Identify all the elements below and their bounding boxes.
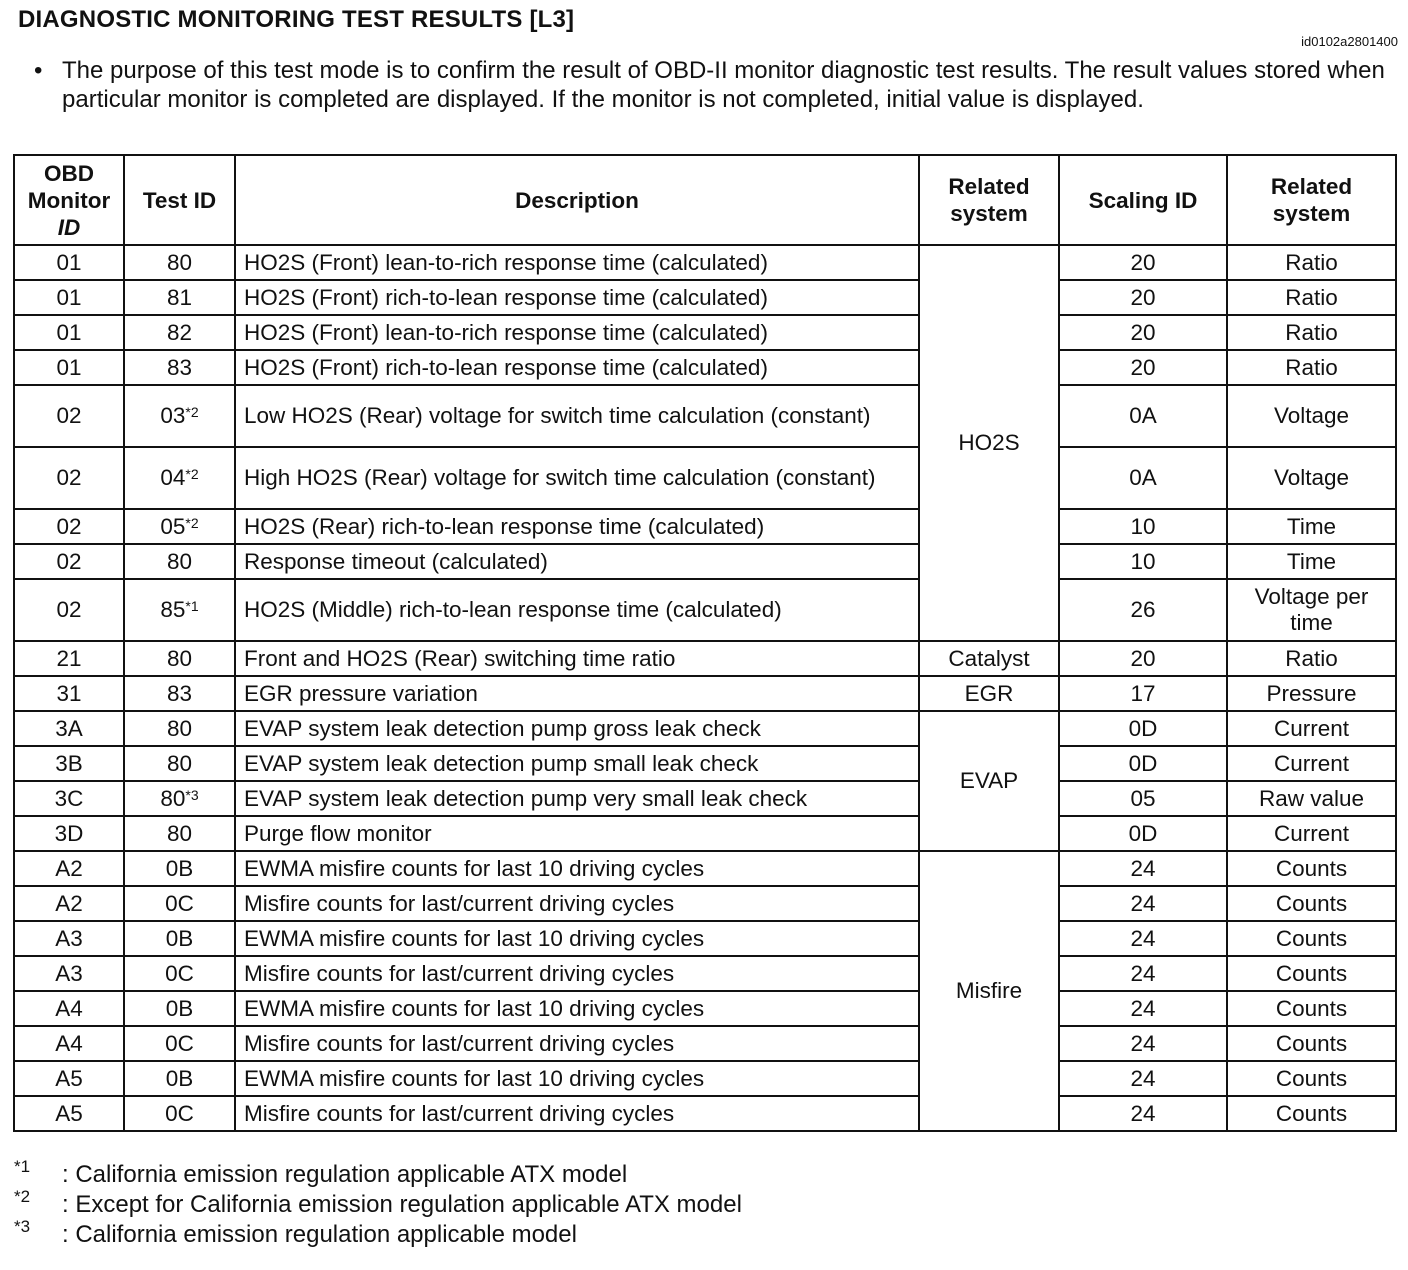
obd-monitor-id-cell: 31 bbox=[14, 676, 124, 711]
obd-monitor-id-cell: 02 bbox=[14, 447, 124, 509]
obd-monitor-id-cell: 3B bbox=[14, 746, 124, 781]
test-id-cell bbox=[124, 886, 235, 921]
obd-monitor-id-cell: 21 bbox=[14, 641, 124, 676]
unit-cell: Ratio bbox=[1227, 280, 1396, 315]
unit-cell: Counts bbox=[1227, 956, 1396, 991]
unit-cell: Ratio bbox=[1227, 641, 1396, 676]
document-id: id0102a2801400 bbox=[1301, 34, 1398, 49]
obd-monitor-id-cell: 02 bbox=[14, 385, 124, 447]
table-row bbox=[14, 579, 1396, 641]
unit-cell: Raw value bbox=[1227, 781, 1396, 816]
test-id-cell bbox=[124, 350, 235, 385]
related-system-cell: Catalyst bbox=[919, 641, 1059, 676]
related-system-cell: Misfire bbox=[919, 851, 1059, 1131]
description-cell: Front and HO2S (Rear) switching time ratio bbox=[235, 641, 919, 676]
test-results-table bbox=[13, 154, 1397, 1132]
test-id-value: 83 bbox=[166, 680, 193, 706]
test-id-value: 83 bbox=[166, 354, 193, 380]
table-row bbox=[14, 509, 1396, 544]
test-id-cell bbox=[124, 676, 235, 711]
scaling-id-cell: 24 bbox=[1059, 886, 1227, 921]
scaling-id-cell: 20 bbox=[1059, 280, 1227, 315]
scaling-id-cell: 24 bbox=[1059, 1026, 1227, 1061]
table-row bbox=[14, 447, 1396, 509]
page-title: DIAGNOSTIC MONITORING TEST RESULTS [L3] bbox=[18, 6, 575, 33]
scaling-id-cell: 24 bbox=[1059, 1061, 1227, 1096]
test-id-cell bbox=[124, 851, 235, 886]
test-id-value: 80 bbox=[166, 548, 193, 574]
obd-monitor-id-cell: A5 bbox=[14, 1096, 124, 1131]
scaling-id-cell: 24 bbox=[1059, 851, 1227, 886]
footnote-ref: *2 bbox=[185, 466, 199, 482]
test-id-cell bbox=[124, 711, 235, 746]
test-id-value: 05 bbox=[160, 513, 186, 539]
footnote-ref: *1 bbox=[185, 598, 199, 614]
table-row bbox=[14, 921, 1396, 956]
obd-monitor-id-cell: A3 bbox=[14, 956, 124, 991]
test-id-cell bbox=[124, 509, 235, 544]
table-row bbox=[14, 851, 1396, 886]
obd-monitor-id-cell: 02 bbox=[14, 509, 124, 544]
header-scaling-id: Scaling ID bbox=[1059, 155, 1227, 245]
related-system-cell: EVAP bbox=[919, 711, 1059, 851]
scaling-id-cell: 10 bbox=[1059, 509, 1227, 544]
test-id-cell bbox=[124, 447, 235, 509]
description-cell: HO2S (Front) lean-to-rich response time (calculated) bbox=[235, 315, 919, 350]
test-id-value: 80 bbox=[160, 785, 186, 811]
table-body bbox=[14, 245, 1396, 1131]
table-row bbox=[14, 991, 1396, 1026]
obd-monitor-id-cell: A3 bbox=[14, 921, 124, 956]
footnote bbox=[14, 1157, 742, 1190]
description-cell: EWMA misfire counts for last 10 driving cycles bbox=[235, 921, 919, 956]
header-related-system: Related system bbox=[919, 155, 1059, 245]
scaling-id-cell: 20 bbox=[1059, 350, 1227, 385]
test-id-cell bbox=[124, 315, 235, 350]
test-id-value: 0B bbox=[165, 925, 194, 951]
unit-cell: Counts bbox=[1227, 921, 1396, 956]
description-cell: EWMA misfire counts for last 10 driving cycles bbox=[235, 851, 919, 886]
unit-cell: Ratio bbox=[1227, 315, 1396, 350]
test-id-cell bbox=[124, 816, 235, 851]
scaling-id-cell: 0D bbox=[1059, 711, 1227, 746]
table-row bbox=[14, 1026, 1396, 1061]
scaling-id-cell: 10 bbox=[1059, 544, 1227, 579]
test-id-value: 80 bbox=[166, 249, 193, 275]
description-cell: HO2S (Front) rich-to-lean response time (calculated) bbox=[235, 350, 919, 385]
description-cell: EWMA misfire counts for last 10 driving cycles bbox=[235, 991, 919, 1026]
description-cell: High HO2S (Rear) voltage for switch time calculation (constant) bbox=[235, 447, 919, 509]
scaling-id-cell: 17 bbox=[1059, 676, 1227, 711]
description-cell: HO2S (Front) rich-to-lean response time (calculated) bbox=[235, 280, 919, 315]
scaling-id-cell: 0D bbox=[1059, 816, 1227, 851]
test-id-cell bbox=[124, 385, 235, 447]
test-id-value: 0B bbox=[165, 995, 194, 1021]
unit-cell: Counts bbox=[1227, 886, 1396, 921]
table-row bbox=[14, 781, 1396, 816]
scaling-id-cell: 24 bbox=[1059, 1096, 1227, 1131]
scaling-id-cell: 0D bbox=[1059, 746, 1227, 781]
unit-cell: Voltage bbox=[1227, 447, 1396, 509]
obd-monitor-id-cell: 01 bbox=[14, 280, 124, 315]
table-row bbox=[14, 1061, 1396, 1096]
test-id-value: 82 bbox=[166, 319, 193, 345]
table-row bbox=[14, 676, 1396, 711]
unit-cell: Counts bbox=[1227, 851, 1396, 886]
obd-monitor-id-cell: 01 bbox=[14, 245, 124, 280]
table-row bbox=[14, 245, 1396, 280]
footnote bbox=[14, 1217, 742, 1250]
intro-paragraph bbox=[34, 56, 1394, 114]
obd-monitor-id-cell: A2 bbox=[14, 886, 124, 921]
test-id-value: 0C bbox=[165, 1100, 194, 1126]
description-cell: EVAP system leak detection pump very small leak check bbox=[235, 781, 919, 816]
description-cell: Misfire counts for last/current driving cycles bbox=[235, 956, 919, 991]
description-cell: HO2S (Front) lean-to-rich response time (calculated) bbox=[235, 245, 919, 280]
footnote-mark: *2 bbox=[14, 1187, 31, 1206]
table-row bbox=[14, 315, 1396, 350]
footnote-mark: *1 bbox=[14, 1157, 31, 1176]
description-cell: Purge flow monitor bbox=[235, 816, 919, 851]
description-cell: EWMA misfire counts for last 10 driving cycles bbox=[235, 1061, 919, 1096]
unit-cell: Voltage bbox=[1227, 385, 1396, 447]
unit-cell: Counts bbox=[1227, 1096, 1396, 1131]
test-id-value: 80 bbox=[166, 750, 193, 776]
test-id-value: 04 bbox=[160, 465, 186, 490]
scaling-id-cell: 0A bbox=[1059, 385, 1227, 447]
obd-monitor-id-cell: 01 bbox=[14, 315, 124, 350]
header-obd-monitor-id: OBD Monitor ID bbox=[14, 155, 124, 245]
scaling-id-cell: 20 bbox=[1059, 641, 1227, 676]
test-id-value: 03 bbox=[160, 403, 186, 428]
header-test-id: Test ID bbox=[124, 155, 235, 245]
unit-cell: Counts bbox=[1227, 1061, 1396, 1096]
scaling-id-cell: 26 bbox=[1059, 579, 1227, 641]
table-row bbox=[14, 280, 1396, 315]
scaling-id-cell: 24 bbox=[1059, 991, 1227, 1026]
test-id-cell bbox=[124, 1096, 235, 1131]
test-id-cell bbox=[124, 641, 235, 676]
description-cell: Low HO2S (Rear) voltage for switch time calculation (constant) bbox=[235, 385, 919, 447]
unit-cell: Voltage per time bbox=[1227, 579, 1396, 641]
description-cell: HO2S (Middle) rich-to-lean response time (calculated) bbox=[235, 579, 919, 641]
table-row bbox=[14, 816, 1396, 851]
table-row bbox=[14, 385, 1396, 447]
unit-cell: Counts bbox=[1227, 1026, 1396, 1061]
test-id-value: 0C bbox=[165, 960, 194, 986]
footnote-text: : Except for California emission regulation applicable ATX model bbox=[62, 1191, 742, 1218]
scaling-id-cell: 24 bbox=[1059, 956, 1227, 991]
scaling-id-cell: 20 bbox=[1059, 245, 1227, 280]
table-row bbox=[14, 641, 1396, 676]
obd-monitor-id-cell: 3D bbox=[14, 816, 124, 851]
obd-monitor-id-cell: 02 bbox=[14, 544, 124, 579]
unit-cell: Ratio bbox=[1227, 245, 1396, 280]
test-id-value: 0B bbox=[165, 1065, 194, 1091]
scaling-id-cell: 24 bbox=[1059, 921, 1227, 956]
test-id-value: 85 bbox=[160, 597, 186, 622]
footnote-ref: *2 bbox=[185, 514, 199, 531]
scaling-id-cell: 20 bbox=[1059, 315, 1227, 350]
unit-cell: Ratio bbox=[1227, 350, 1396, 385]
test-id-cell bbox=[124, 921, 235, 956]
unit-cell: Current bbox=[1227, 711, 1396, 746]
table-row bbox=[14, 746, 1396, 781]
description-cell: Misfire counts for last/current driving cycles bbox=[235, 886, 919, 921]
unit-cell: Time bbox=[1227, 544, 1396, 579]
table-row bbox=[14, 1096, 1396, 1131]
footnotes bbox=[14, 1157, 742, 1250]
obd-monitor-id-cell: A5 bbox=[14, 1061, 124, 1096]
test-id-cell bbox=[124, 579, 235, 641]
test-id-cell bbox=[124, 280, 235, 315]
test-id-cell bbox=[124, 1061, 235, 1096]
description-cell: Response timeout (calculated) bbox=[235, 544, 919, 579]
unit-cell: Current bbox=[1227, 816, 1396, 851]
table-row bbox=[14, 350, 1396, 385]
unit-cell: Time bbox=[1227, 509, 1396, 544]
test-id-cell bbox=[124, 245, 235, 280]
test-id-cell bbox=[124, 1026, 235, 1061]
header-description: Description bbox=[235, 155, 919, 245]
obd-monitor-id-cell: A2 bbox=[14, 851, 124, 886]
related-system-cell: EGR bbox=[919, 676, 1059, 711]
table-row bbox=[14, 711, 1396, 746]
description-cell: Misfire counts for last/current driving cycles bbox=[235, 1096, 919, 1131]
test-id-value: 0C bbox=[165, 890, 194, 916]
bullet-icon: • bbox=[34, 57, 43, 84]
test-id-value: 80 bbox=[166, 715, 193, 741]
footnote-text: : California emission regulation applicable ATX model bbox=[62, 1161, 628, 1188]
description-cell: HO2S (Rear) rich-to-lean response time (calculated) bbox=[235, 509, 919, 544]
test-id-cell bbox=[124, 956, 235, 991]
test-id-cell bbox=[124, 746, 235, 781]
table-header-row bbox=[14, 155, 1396, 245]
header-unit-system: Related system bbox=[1227, 155, 1396, 245]
obd-monitor-id-cell: 01 bbox=[14, 350, 124, 385]
description-cell: EVAP system leak detection pump small leak check bbox=[235, 746, 919, 781]
test-id-cell bbox=[124, 544, 235, 579]
test-id-cell bbox=[124, 991, 235, 1026]
test-id-value: 80 bbox=[166, 645, 193, 671]
footnote-text: : California emission regulation applicable model bbox=[62, 1221, 577, 1248]
scaling-id-cell: 05 bbox=[1059, 781, 1227, 816]
test-id-value: 80 bbox=[166, 820, 193, 846]
unit-cell: Pressure bbox=[1227, 676, 1396, 711]
table-row bbox=[14, 886, 1396, 921]
unit-cell: Counts bbox=[1227, 991, 1396, 1026]
intro-text: The purpose of this test mode is to confirm the result of OBD-II monitor diagnostic test results. The result values stored when particular monitor is completed are displayed. If the monitor is not completed, initial value is displayed. bbox=[62, 57, 1385, 113]
description-cell: Misfire counts for last/current driving cycles bbox=[235, 1026, 919, 1061]
obd-monitor-id-cell: 3A bbox=[14, 711, 124, 746]
description-cell: EGR pressure variation bbox=[235, 676, 919, 711]
table-row bbox=[14, 956, 1396, 991]
description-cell: EVAP system leak detection pump gross leak check bbox=[235, 711, 919, 746]
test-id-value: 0C bbox=[165, 1030, 194, 1056]
test-id-cell bbox=[124, 781, 235, 816]
obd-monitor-id-cell: A4 bbox=[14, 1026, 124, 1061]
footnote bbox=[14, 1187, 742, 1220]
test-id-value: 0B bbox=[165, 855, 194, 881]
footnote-ref: *2 bbox=[185, 404, 199, 420]
test-id-value: 81 bbox=[166, 284, 193, 310]
obd-monitor-id-cell: 3C bbox=[14, 781, 124, 816]
table-row bbox=[14, 544, 1396, 579]
obd-monitor-id-cell: 02 bbox=[14, 579, 124, 641]
footnote-mark: *3 bbox=[14, 1217, 31, 1236]
footnote-ref: *3 bbox=[185, 786, 199, 803]
scaling-id-cell: 0A bbox=[1059, 447, 1227, 509]
unit-cell: Current bbox=[1227, 746, 1396, 781]
related-system-cell: HO2S bbox=[919, 245, 1059, 641]
obd-monitor-id-cell: A4 bbox=[14, 991, 124, 1026]
